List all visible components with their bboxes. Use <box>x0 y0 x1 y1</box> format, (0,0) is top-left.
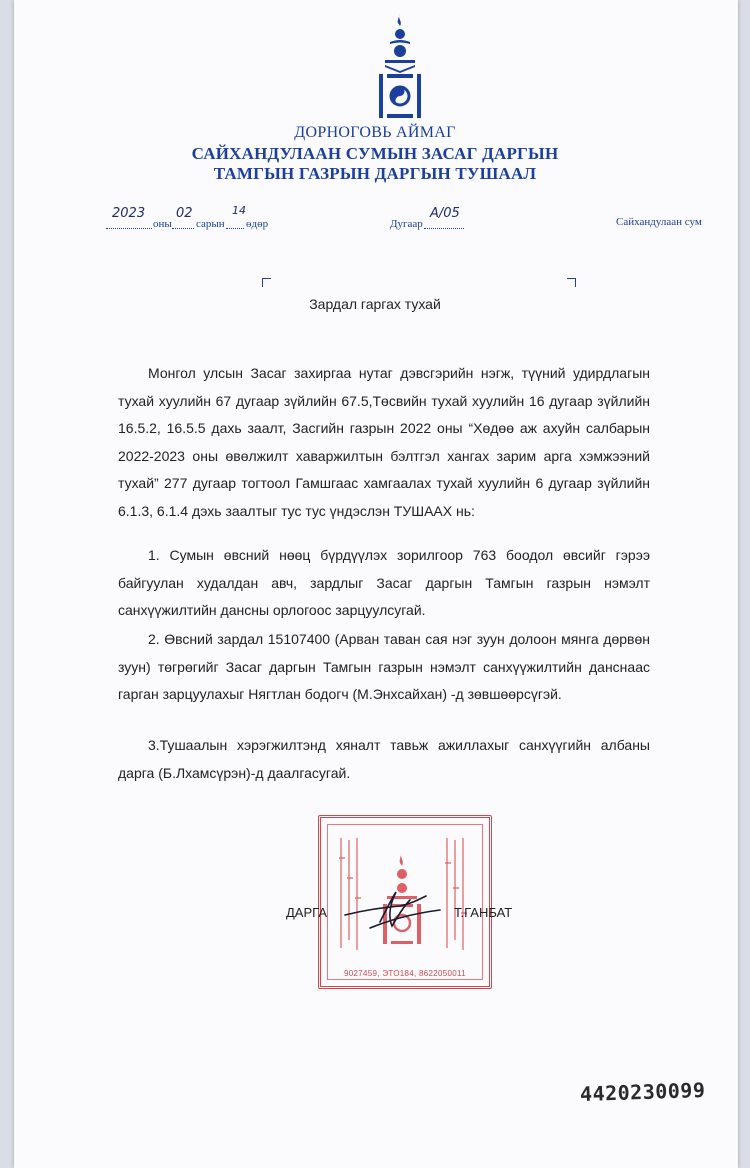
date-month-line <box>172 228 194 229</box>
document-serial-number: 4420230099 <box>579 1077 706 1107</box>
preamble-text: Монгол улсын Засаг захиргаа нутаг дэвсгэрийн нэгж, түүний удирдлагын тухай хуулийн 67 дугаар зүйлийн 67.5,Төсвийн тухай хуулийн 16 дугаар зүйлийн 16.5.2, 16.5.5 дахь заалт, Засгийн газрын 2022 оны “Хөдөө аж ахуйн салбарын 2022-2023 оны өвөлжилт хаваржилтын бэлтгэл хангах зарим арга хэмжээний тухай” 277 дугаар тогтоол Гамшгаас хамгаалах тухай хуулийн 6 дугаар зүйлийн 6.1.3, 6.1.4 дэхь заалтыг тус тус үндэслэн ТУШААХ нь: <box>118 365 650 519</box>
order-number-line <box>424 228 464 229</box>
date-day-handwritten: 14 <box>232 204 246 217</box>
subject-corner-left <box>262 278 271 287</box>
order-item-1-text: 1. Сумын өвсний нөөц бүрдүүлэх зорилгоор 763 боодол өвсийг гэрээ байгуулан худалдан авч, зардлыг Засаг даргын Тамгын газрын нэмэлт санхүүжилтийн дансны орлогоос зарцуулсугай. <box>118 547 650 618</box>
order-number-label: Дугаар <box>390 218 423 230</box>
date-month-label: сарын <box>196 218 225 230</box>
preamble-paragraph <box>118 360 650 525</box>
order-item-2-text: 2. Өвсний зардал 15107400 (Арван таван сая нэг зуун долоон мянга дөрвөн зуун) төгрөгийг Засаг даргын Тамгын газрын нэмэлт санхүүжилтийн данснаас гарган зарцуулахыг Нягтлан бодогч (М.Энхсайхан) -д зөвшөөрсүгэй. <box>118 631 650 702</box>
stamp-footer-text: 9027459, ЭТО184, 8622050011 <box>344 969 466 978</box>
signatory-name: Т.ГАНБАТ <box>454 905 513 920</box>
signatory-title: ДАРГА <box>286 905 327 920</box>
date-year-handwritten: 2023 <box>112 206 146 221</box>
handwritten-signature-icon <box>340 870 450 940</box>
order-item-1 <box>118 542 650 625</box>
date-day-label: өдөр <box>246 218 269 230</box>
header-office: САЙХАНДУЛААН СУМЫН ЗАСАГ ДАРГЫН <box>191 144 559 163</box>
order-subject: Зардал гаргах тухай <box>309 296 441 312</box>
place-label: Сайхандулаан сум <box>616 216 702 228</box>
soyombo-emblem-icon <box>377 12 423 124</box>
subject-corner-right <box>567 278 576 287</box>
order-item-3-text: 3.Тушаалын хэрэгжилтэнд хяналт тавьж ажиллахыг санхүүгийн албаны дарга (Б.Лхамсүрэн)-д даалгасугай. <box>118 737 650 781</box>
date-year-label: оны <box>153 218 172 230</box>
date-day-line <box>226 228 244 229</box>
order-item-2 <box>118 626 650 709</box>
order-number-handwritten: А/05 <box>430 206 460 221</box>
header-order-title: ТАМГЫН ГАЗРЫН ДАРГЫН ТУШААЛ <box>213 164 537 183</box>
order-item-3 <box>118 732 650 787</box>
date-month-handwritten: 02 <box>176 206 193 221</box>
date-year-line <box>106 228 152 229</box>
header-province: ДОРНОГОВЬ АЙМАГ <box>294 124 456 141</box>
